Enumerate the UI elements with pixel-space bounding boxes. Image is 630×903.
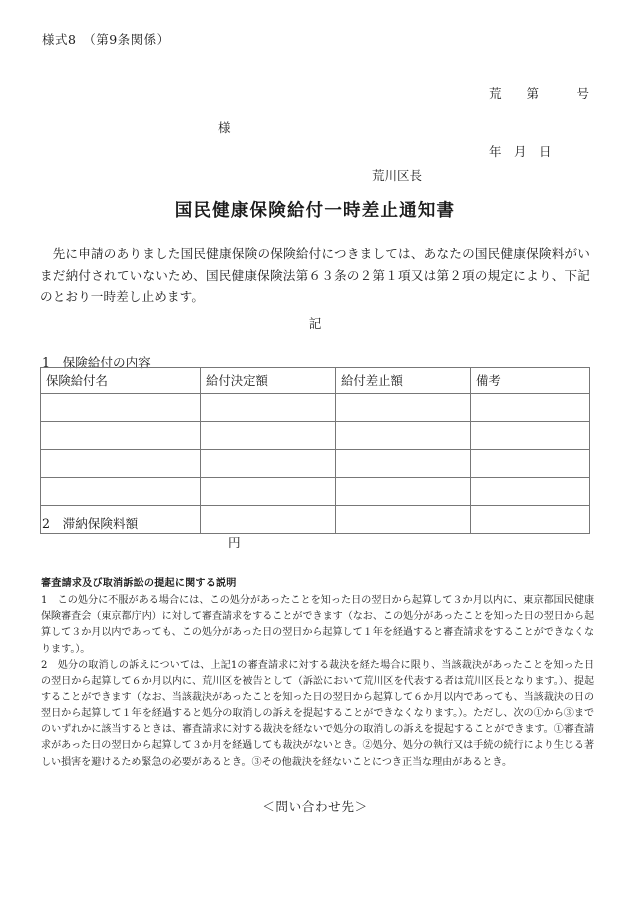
form-number-label: 様式8 （第9条関係） [42,32,170,47]
cell-withheld-amount[interactable] [336,450,471,478]
cell-decided-amount[interactable] [201,450,336,478]
contact-footer: ＜問い合わせ先＞ [262,799,368,814]
appeal-notice-title: 審査請求及び取消訴訟の提起に関する説明 [41,578,237,589]
cell-decided-amount[interactable] [201,478,336,506]
cell-benefit-name[interactable] [41,450,201,478]
column-header-benefit-name: 保険給付名 [41,368,201,394]
appeal-notice-item-1: 1 この処分に不服がある場合には、この処分があったことを知った日の翌日から起算して３か月以内に、東京都国民健康保険審査会（東京都庁内）に対して審査請求をすることができます（なお、この処分があったことを知った日の翌日から起算して３か月以内であっても、この処分があった日の翌日から起算して１年を経過すると審査請求をすることができなくなります。）。 [41,595,594,655]
issuer-name: 荒川区長 [372,168,423,183]
cell-benefit-name[interactable] [41,422,201,450]
page-title: 国民健康保険給付一時差止通知書 [174,201,456,221]
section-1-heading: 1 保険給付の内容 [42,355,151,370]
cell-withheld-amount[interactable] [336,506,471,534]
appeal-notice-block [41,576,594,771]
column-header-remarks: 備考 [471,368,590,394]
cell-remarks[interactable] [471,394,590,422]
body-paragraph: 先に申請のありました国民健康保険の保険給付につきましては、あなたの国民健康保険料がいまだ納付されていないため、国民健康保険法第６３条の２第１項又は第２項の規定により、下記のとおり一時差し止めます。 [40,246,590,305]
document-date: 年 月 日 [488,143,552,159]
column-header-withheld-amount: 給付差止額 [336,368,471,394]
table-row [41,394,590,422]
overdue-amount-unit: 円 [228,535,241,550]
addressee-honorific: 様 [218,120,231,135]
column-header-decided-amount: 給付決定額 [201,368,336,394]
cell-benefit-name[interactable] [41,478,201,506]
cell-withheld-amount[interactable] [336,394,471,422]
benefit-table [40,367,590,534]
cell-remarks[interactable] [471,450,590,478]
cell-decided-amount[interactable] [201,422,336,450]
cell-remarks[interactable] [471,478,590,506]
cell-withheld-amount[interactable] [336,422,471,450]
cell-decided-amount[interactable] [201,394,336,422]
table-row [41,422,590,450]
cell-remarks[interactable] [471,506,590,534]
table-row [41,450,590,478]
cell-decided-amount[interactable] [201,506,336,534]
table-row [41,478,590,506]
document-number: 荒 第 号 [488,85,589,101]
section-2-heading: 2 滞納保険料額 [42,516,139,531]
cell-benefit-name[interactable] [41,394,201,422]
document-number-block [489,45,589,200]
cell-remarks[interactable] [471,422,590,450]
appeal-notice-item-2: 2 処分の取消しの訴えについては、上記1の審査請求に対する裁決を経た場合に限り、当該裁決があったことを知った日の翌日から起算して６か月以内に、荒川区を被告として（訴訟において荒川区を代表する者は荒川区長となります。）、提起することができます（なお、当該裁決があったことを知った日の翌日から起算して６か月以内であっても、当該裁決の日の翌日から起算して１年を経過すると処分の取消しの訴えを提起することができなくなります。）。ただし、次の①から③までのいずれかに該当するときは、審査請求に対する裁決を経ないで処分の取消しの訴えを提起することができます。①審査請求があった日の翌日から起算して３か月を経過しても裁決がないとき。②処分、処分の執行又は手続の続行により生じる著しい損害を避けるため緊急の必要があるとき。③その他裁決を経ないことにつき正当な理由があるとき。 [41,659,594,768]
table-header-row [41,368,590,394]
cell-withheld-amount[interactable] [336,478,471,506]
ki-marker: 記 [308,316,322,331]
